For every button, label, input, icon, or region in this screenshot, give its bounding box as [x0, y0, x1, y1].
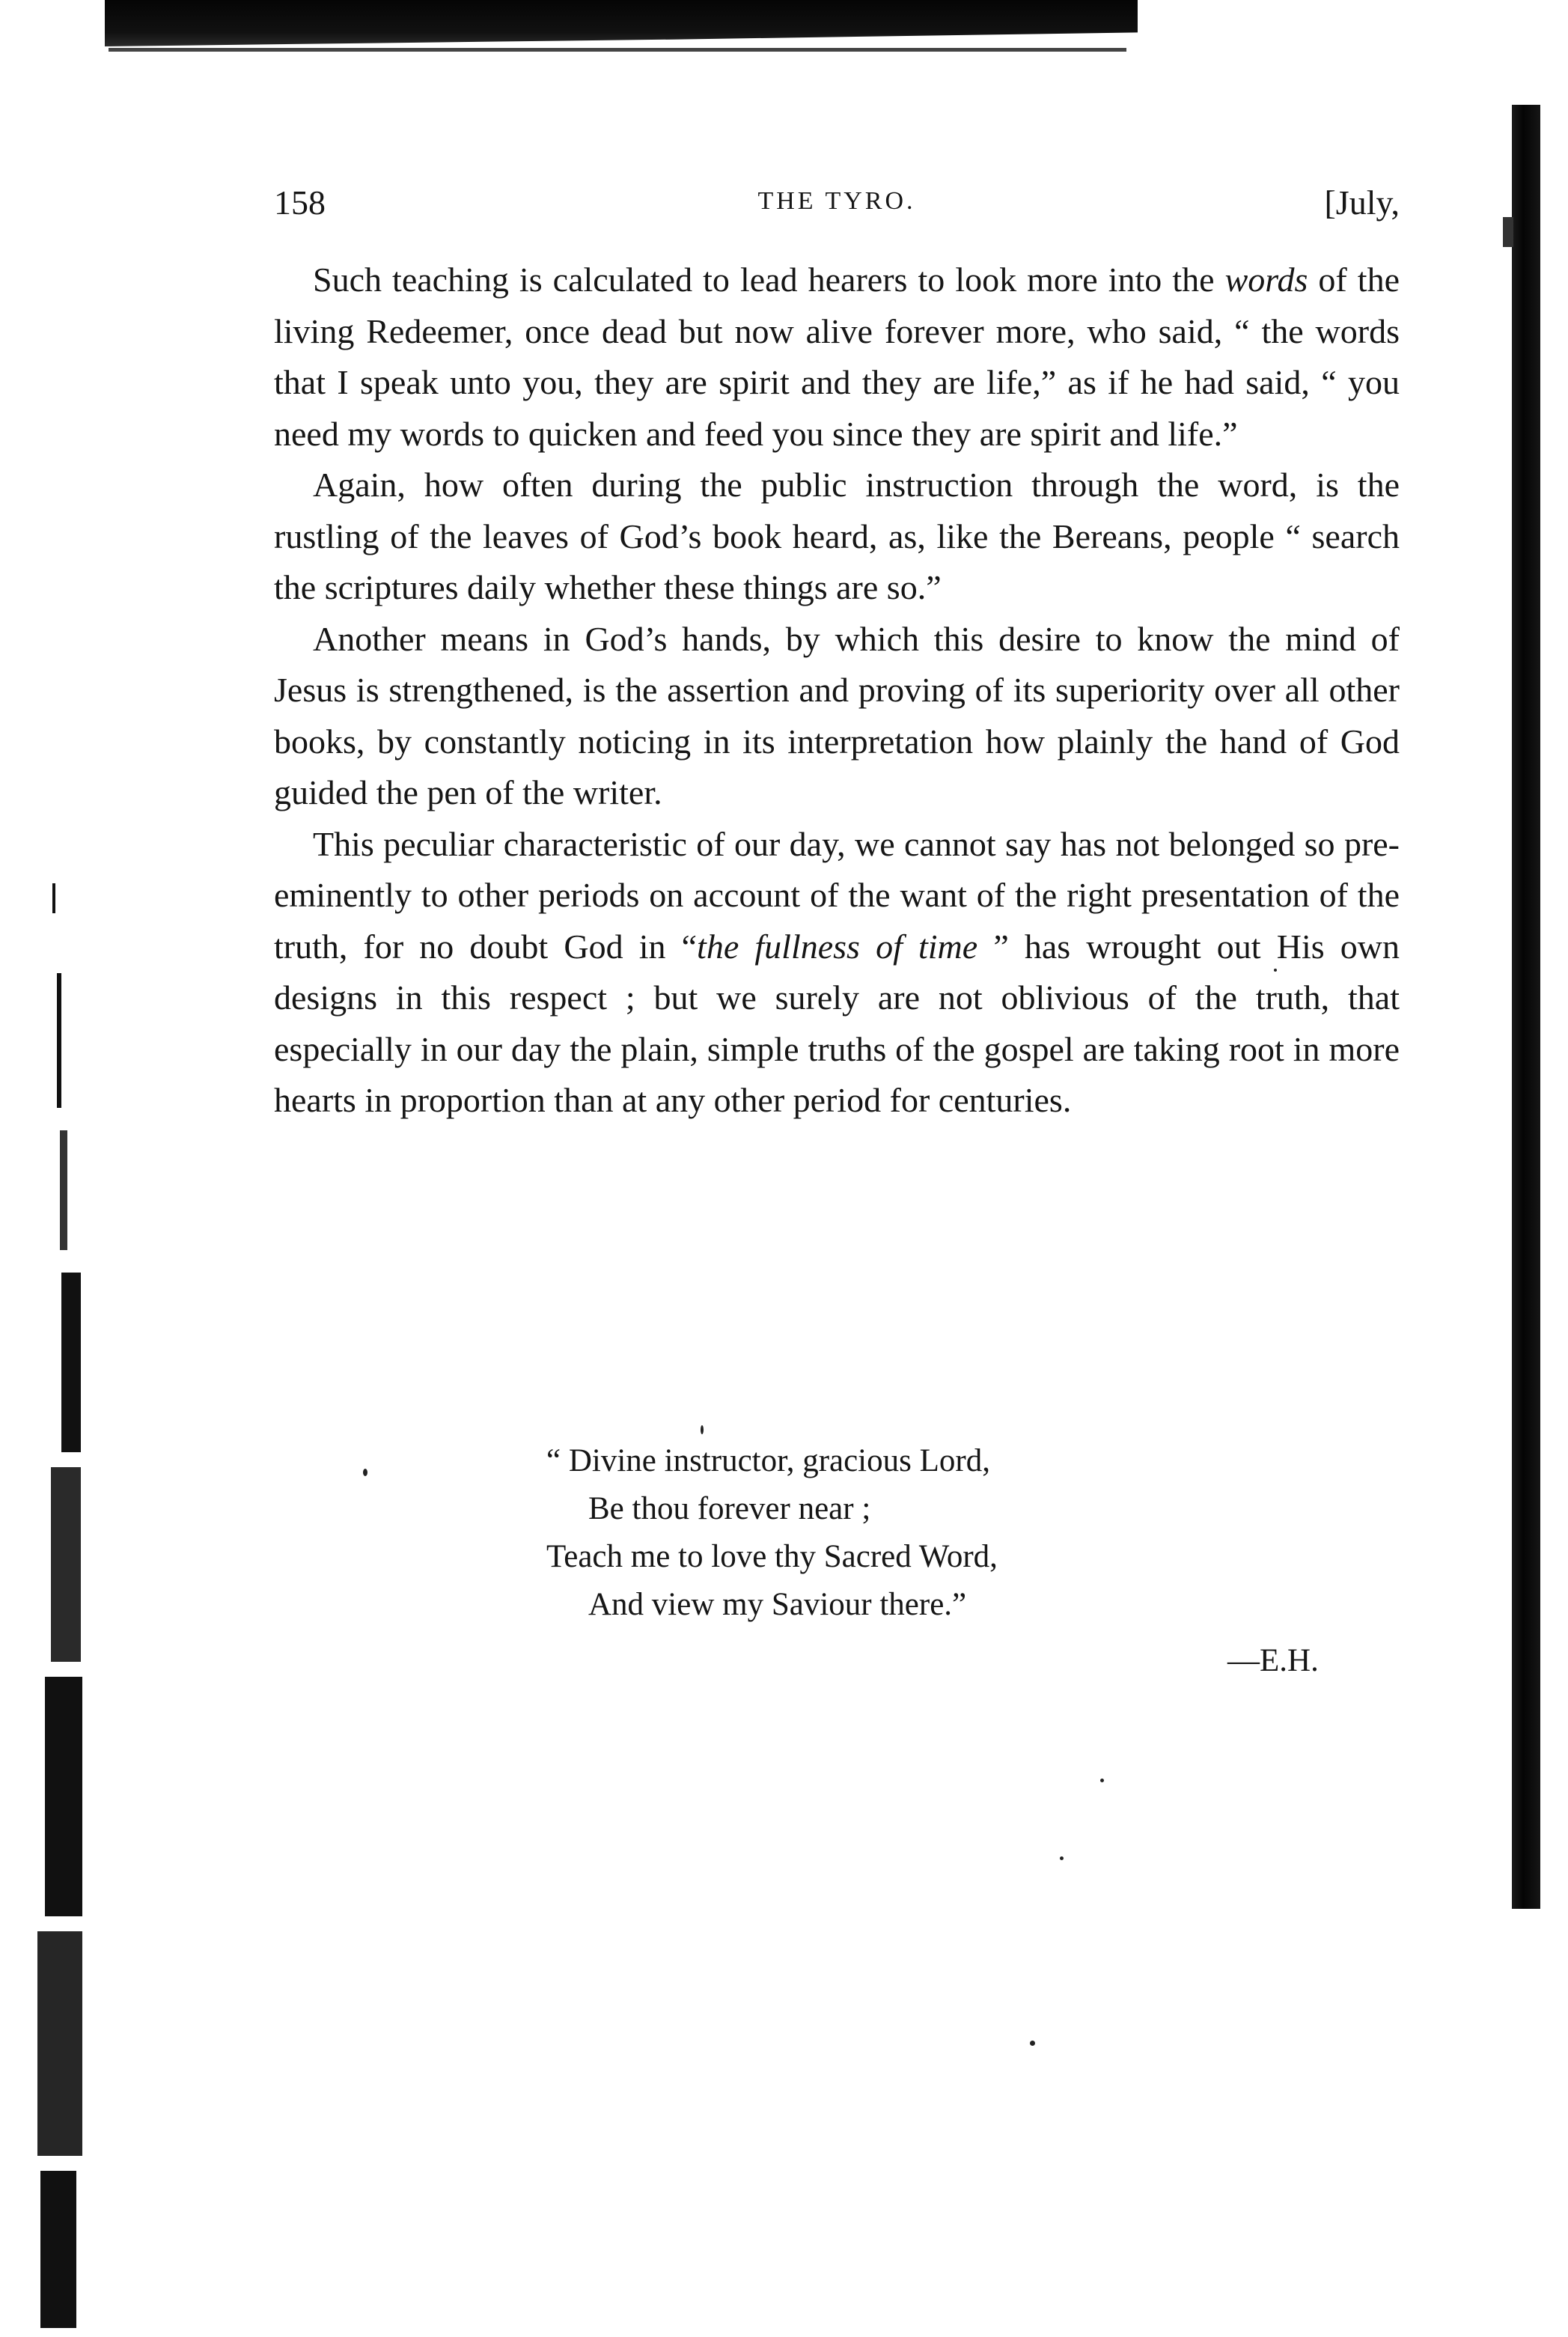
page-number: 158 — [274, 183, 326, 222]
paragraph: Another means in God’s hands, by which this desire to know the mind of Jesus is strengthened, is the assertion and proving of its superiority over all other books, by constantly noticing in its interpretation how plainly the hand of God guided the pen of the writer. — [274, 619, 1400, 811]
scan-speck — [1274, 969, 1277, 972]
author-signature: —E.H. — [1227, 1643, 1319, 1678]
journal-title: THE TYRO. — [757, 187, 916, 215]
scan-speck — [701, 1425, 704, 1434]
article-body — [274, 255, 1400, 1127]
hymn-line: “ Divine instructor, gracious Lord, — [546, 1443, 990, 1478]
scan-edge-top — [105, 0, 1138, 46]
scan-speck — [1030, 2041, 1035, 2046]
issue-date: [July, — [1324, 183, 1400, 222]
scan-speck — [363, 1469, 367, 1476]
scan-edge-right — [1512, 105, 1540, 1909]
paragraph: This peculiar characteristic of our day, we cannot say has not belonged so pre-eminently to other periods on account of the want of the right presentation of the truth, for no doubt God in “the fullness of time ” has wrought out His own designs in this respect ; but we surely are not oblivious of the truth, that especially in our day the plain, simple truths of the gospel are taking root in more hearts in proportion than at any other period for centuries. — [274, 824, 1400, 1119]
emphasis-text: the fullness of time — [697, 927, 978, 966]
hymn-line: And view my Saviour there.” — [588, 1587, 967, 1622]
running-head — [274, 183, 1400, 243]
scan-edge-left — [15, 883, 105, 2336]
scan-edge-right-notch — [1503, 217, 1513, 247]
hymn-verse — [546, 1437, 1220, 1629]
hymn-line: Be thou forever near ; — [588, 1491, 871, 1526]
paragraph: Such teaching is calculated to lead hearers to look more into the words of the living Redeemer, once dead but now alive forever more, who said, “ the words that I speak unto you, they are spirit and they are life,” as if he had said, “ you need my words to quicken and feed you since they are spirit and life.” — [274, 260, 1400, 453]
paragraph: Again, how often during the public instruction through the word, is the rustling of the leaves of God’s book heard, as, like the Bereans, people “ search the scriptures daily whether these things are so.” — [274, 466, 1400, 606]
scan-speck — [1100, 1779, 1104, 1782]
scan-speck — [1060, 1856, 1064, 1860]
emphasis-text: words — [1224, 260, 1308, 299]
scan-edge-top-rule — [109, 48, 1126, 52]
hymn-line: Teach me to love thy Sacred Word, — [546, 1539, 998, 1574]
